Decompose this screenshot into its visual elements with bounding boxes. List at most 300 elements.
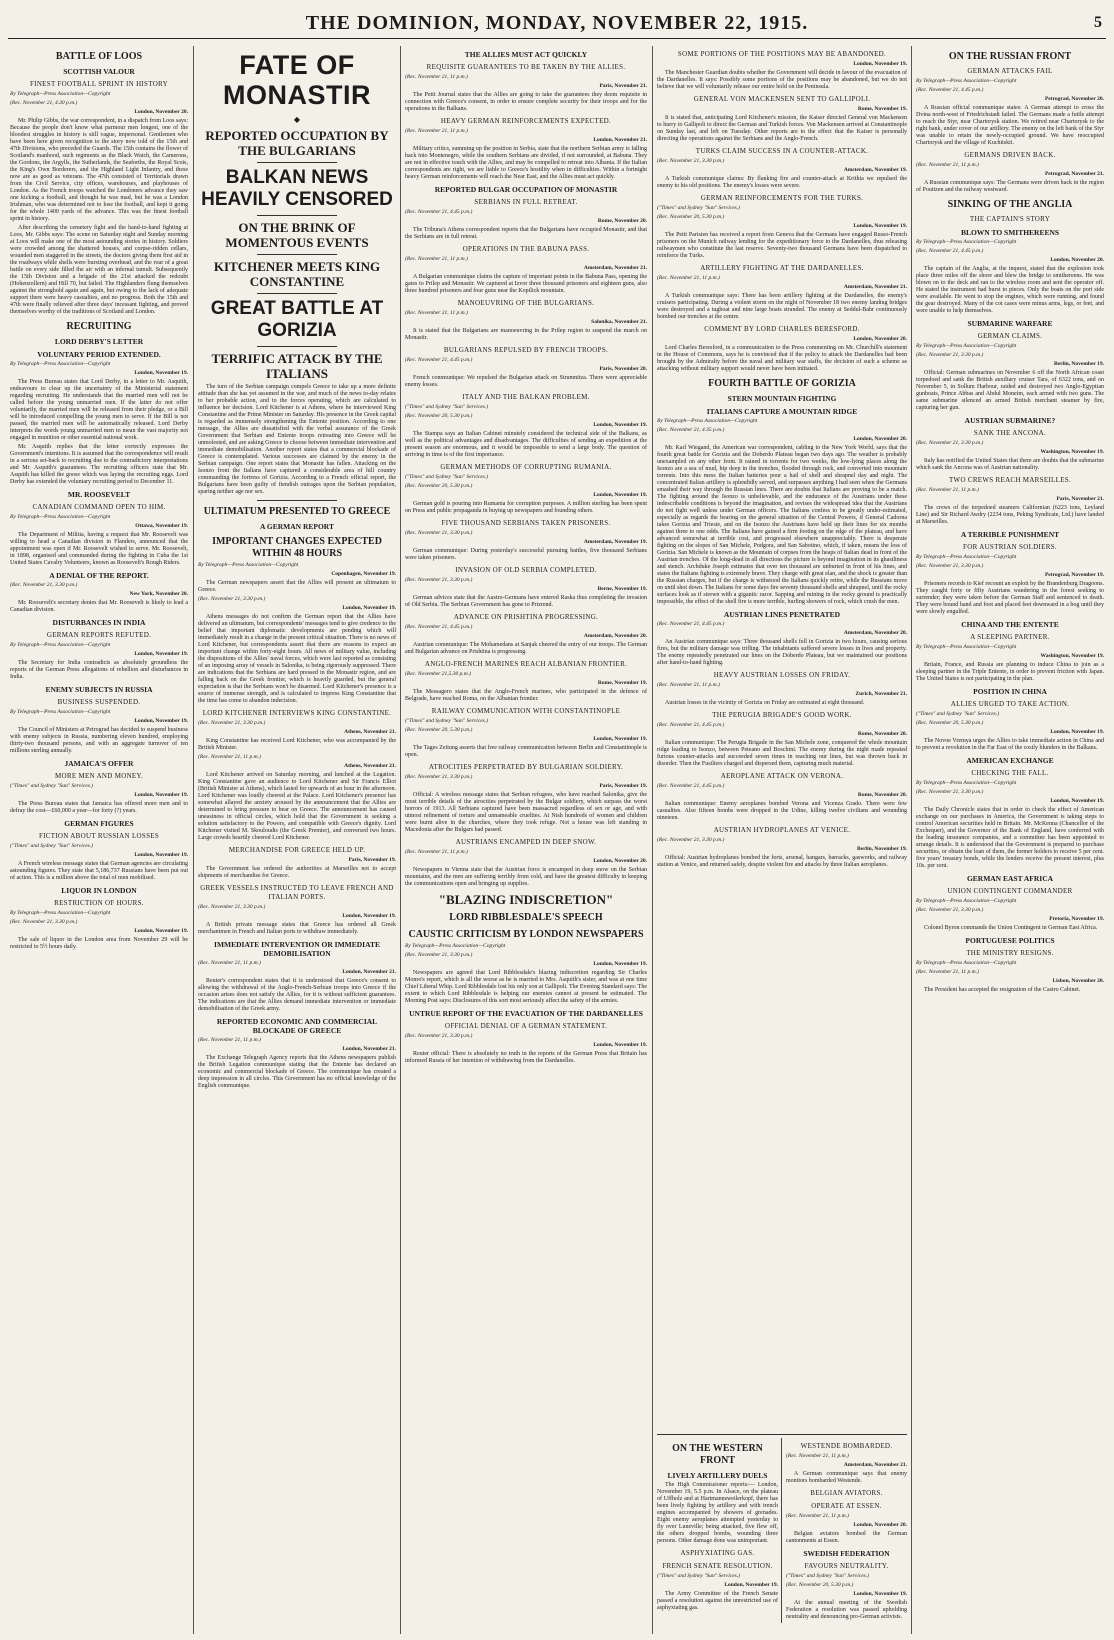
received-time: (Rec. November 21, 11 p.m.) (405, 74, 468, 80)
headline: A TERRIBLE PUNISHMENT (960, 530, 1060, 539)
article-body: Official: A wireless message states that Serbian refugees, who have reached Salonika, give the most terrible details of the atrocities perpetrated by the Bulgar soldiery, which surpass the worst horrors of 1913. All Serbians captured have been massacred regardless of sex or age, and with utmost refinement of torture and unnameable cruelties. At Nish hundreds of women and children were burnt alive in the churches, where they took refuge. Not a house was left standing in Macedonia after the Bulgars had passed. (405, 792, 647, 833)
dateline: Berne, November 19. (597, 586, 647, 592)
article-body: Belgian aviators bombed the German cantonments at Essen. (786, 1531, 907, 1544)
dateline: London, November 20. (853, 436, 907, 442)
dateline: Amsterdam, November 21. (843, 284, 907, 290)
article-body: A Russian communique says: The Germans were driven back in the region of Pouitzen and the railway westward. (916, 180, 1104, 193)
article-body: Mr. Asquith replies that the letter correctly expresses the Government's intentions. It is assumed that the correspondence will result in a serious set-back to recruiting due to the contradictory interpretations and Mr. Asquith's guarantees. The recruiting officers state that Mr. Asquith has killed the goose which was laying the recruiting eggs. Lord Derby has extended the voluntary recruiting period to December 11. (10, 444, 188, 485)
headline: GERMAN EAST AFRICA (966, 874, 1054, 883)
article-body: The Tribuna's Athens correspondent reports that the Bulgarians have occupied Monastir, and that the Serbians are in full retreat. (405, 227, 647, 240)
dateline: London, November 20. (853, 336, 907, 342)
headline: IMMEDIATE INTERVENTION OR IMMEDIATE DEMOBILISATION (214, 940, 380, 958)
credit-line: By Telegraph—Press Association—Copyright (10, 709, 111, 715)
headline: SCOTTISH VALOUR (63, 67, 135, 76)
dateline: London, November 19. (1050, 798, 1104, 804)
page-number: 5 (1094, 14, 1102, 31)
headline: SWEDISH FEDERATION (803, 1549, 890, 1558)
dateline: Washington, November 19. (1040, 449, 1104, 455)
headline: TURKS CLAIM SUCCESS IN A COUNTER-ATTACK. (695, 147, 869, 155)
received-time: (Rec. November 21, 4.45 p.m.) (405, 209, 473, 215)
article-body: It is stated that, anticipating Lord Kitchener's mission, the Kaiser directed General von Mackensen to hurry to Gallipoli to direct the German and Turkish forces. Von Mackensen arrived at Constantinople on Sunday last, and left on Tuesday. Other reports are to the effect that the Kaiser is personally directing the operations against the Serbians and the Anglo-French. (657, 115, 907, 142)
article-body: The German newspapers assert that the Allies will present an ultimatum to Greece. (198, 580, 396, 593)
received-time: (Rec. November 21, 3.30 p.m.) (198, 904, 266, 910)
article-body: Austrian communique: The Mohamedans at Sanjak cheered the entry of our troops. The German and Bulgarian advance on Prishtina is progressing. (405, 642, 647, 655)
headline: GENERAL VON MACKENSEN SENT TO GALLIPOLI. (693, 95, 871, 103)
received-time: (Rec. November 21, 11 p.m.) (405, 256, 468, 262)
received-time: (Rec. November 21, 3.30 p.m.) (916, 563, 984, 569)
credit-line: ("Times" and Sydney "Sun" Services.) (657, 1573, 741, 1579)
credit-line: By Telegraph—Press Association—Copyright (198, 562, 299, 568)
headline: TERRIFIC ATTACK BY THE ITALIANS (211, 351, 383, 381)
headline: THE CAPTAIN'S STORY (969, 215, 1051, 223)
headline: SUBMARINE WARFARE (967, 319, 1053, 328)
dateline: Petrograd, November 20. (1044, 96, 1104, 102)
dateline: Rome, November 20. (597, 218, 647, 224)
dateline: Berlin, November 19. (1053, 361, 1104, 367)
headline: UNTRUE REPORT OF THE EVACUATION OF THE DARDANELLES (409, 1009, 643, 1018)
divider (257, 215, 336, 216)
article-body: The High Commissioner reports:— London, November 19, 5.5 p.m. In Alsace, on the plateau of Uffholz and at Hartmannsweilerkopf, there has been lively fighting by artillery and with trench engines accompanied by showers of grenades. Eight enemy aeroplanes attempted yesterday to fly over Luneville; being attacked, five flew off, the others dropped bombs, wounding three persons. Other damage done was unimportant. (657, 1482, 778, 1544)
article-body: The Daily Chronicle states that in order to check the effect of American exchange on our purchases in America, the Government is taking steps to control American securities held in Britain. Mr. McKenna (Chancellor of the Exchequer), and the Governor of the Bank of England, have conferred with the leading insurance companies, and a committee has been appointed to arrange details. It is understood that the Government is prepared to purchase securities, or obtain the loan of them, the former holders to receive 5 per cent. five years' treasury bonds, while the lenders receive the present interest, plus 10s. per cent. (916, 807, 1104, 869)
headline: THE MINISTRY RESIGNS. (966, 949, 1054, 957)
received-time: (Rec. November 21, 11 p.m.) (405, 310, 468, 316)
article-body: French communique: We repulsed the Bulgarian attack on Strumnitza. There were appreciable enemy losses. (405, 375, 647, 388)
article-body: The Stampa says an Italian Cabinet minutely considered the technical side of the Balkans, as well as the political advantages and disadvantages. The difficulties of sending an expedition at the present season are enormous, and it would be impossible to send a large body. The question of arriving in time is of the first importance. (405, 431, 647, 458)
article-body: The captain of the Anglia, at the inquest, stated that the explosion took place three miles off the shore and blew the bridge to smithereens. He was blown on to the deck and ran to the wireless room and sent the operator off. He stated the instrument had burst to pieces. Only the boats on the port side were available. He went to stop the engines, which were running, and found the gear destroyed. Many of the cot cases were minus arms, legs, or feet, and were unable to help themselves. (916, 266, 1104, 314)
article-body: German advices state that the Austro-Germans have entered Raska thus completing the invasion of Old Serbia. The Serbian Government has gone to Prizrend. (405, 595, 647, 608)
masthead (8, 8, 1106, 39)
article-body: Mr. Roosevelt's secretary denies that Mr. Roosevelt is likely to lead a Canadian division. (10, 600, 188, 613)
article-body: Italian communique: Enemy aeroplanes bombed Verona and Vicenza Grado. There were few casualties. Also fifteen bombs were dropped in the Udine, killing twelve civilians and wounding nineteen. (657, 801, 907, 821)
article-body: Italy has notified the United States that there are doubts that the submarine which sank the Ancona was of Austrian nationality. (916, 458, 1104, 471)
article-body: Britain, France, and Russia are planning to induce China to join as a sleeping partner in the Triple Entente, in order to prevent friction with Japan. The United States is not participating in the plan. (916, 662, 1104, 682)
article-body: Reuter's correspondent states that it is understood that Greece's consent to allowing the withdrawal of the Anglo-French-Serbian troops into Greece if the occasion arises does not satisfy the Allies, for it is without sufficient guarantees. The indications are that the Allies demand immediate intervention or immediate demobilisation of the Greek army. (198, 978, 396, 1012)
article-body: The Tages Zeitung asserts that free railway communication between Berlin and Constantinople is open. (405, 745, 647, 758)
dateline: London, November 21. (593, 137, 647, 143)
received-time: (Rec. November 21, 11 p.m.) (405, 849, 468, 855)
dateline: Amsterdam, November 19. (583, 539, 647, 545)
dateline: Athens, November 21. (344, 729, 396, 735)
headline: AUSTRIAN HYDROPLANES AT VENICE. (713, 826, 851, 834)
received-time: (Rec. November 20, 5.30 p.m.) (786, 1582, 854, 1588)
headline: VOLUNTARY PERIOD EXTENDED. (37, 350, 161, 359)
headline: UNION CONTINGENT COMMANDER (947, 887, 1073, 895)
credit-line: By Telegraph—Press Association—Copyright (10, 514, 111, 520)
article-body: Newspapers in Vienna state that the Austrian force is encamped in deep snow on the Serbian mountains, and the men are suffering terribly from cold, and have the greatest difficulty in keeping the communications open and bringing up supplies. (405, 867, 647, 887)
received-time: (Rec. November 21, 3.30 p.m.) (10, 919, 78, 925)
article-body: A French wireless message states that German agencies are circulating astounding figures. They state that 5,186,737 Russians have been put out of action. This is a million above the total of men mobilised. (10, 861, 188, 881)
headline: GREAT BATTLE AT GORIZIA (210, 298, 384, 341)
divider (257, 293, 336, 294)
dateline: Rome, November 19. (857, 106, 907, 112)
article-body: Mr. Philip Gibbs, the war correspondent, in a dispatch from Loos says: Because the people don't know what parmour men longest, one of the bloodest struggles in history is still vague, impersonal. Gentlemen who have been here given recognition to the story now told of the 15th and 47th Divisions, who preceded the Guards. The 15th contains the flower of Scotland's manhood, such regiments as the Black Watch, the Camerons, the Gordons, the Argylls, the Sutherlands, the Seaforths, the Royal Scots, the King's Own Borderers, and the Highland Light Infantry, and these now are as good as veterans. The 47th consisted of Territorials drawn from the Civil Service, city offices, warehouses, and playhouses of London. As the French troops watched the Londoners advance they saw one kicking a football, and thought he was mad, but he was a London Irishman, who was determined not to lose the football, and kept it going for the whole 1400 yards of the advance. This was the finest football sprint in history. (10, 118, 188, 222)
article-body: A British private message states that Greece has ordered all Greek merchantmen in French and Italian ports to withdraw immediately. (198, 922, 396, 935)
credit-line: By Telegraph—Press Association—Copyright (405, 943, 506, 949)
article-body: The Petit Parisien has received a report from Geneva that the Germans have engaged Russo-French prisoners on the Munich railway lending for the expeditionary force to the Dardanelles, thus releasing railwaymen who constitute the last reserve. Seventy-two thousand Germans have been dispatched to reinforce the Turks. (657, 232, 907, 259)
headline: CAUSTIC CRITICISM BY LONDON NEWSPAPERS (408, 929, 644, 940)
credit-line: By Telegraph—Press Association—Copyright (916, 898, 1017, 904)
dateline: Copenhagen, November 19. (331, 571, 396, 577)
dateline: Washington, November 19. (1040, 653, 1104, 659)
headline: LORD KITCHENER INTERVIEWS KING CONSTANTINE. (202, 709, 392, 717)
article-body: The Government has ordered the authorities at Marseilles not to accept shipments of merchandise for Greece. (198, 866, 396, 879)
article-body: German communique: During yesterday's successful pursuing battles, five thousand Serbians were taken prisoners. (405, 548, 647, 561)
dateline: London, November 19. (593, 736, 647, 742)
dateline: Athens, November 21. (344, 763, 396, 769)
headline: FRENCH SENATE RESOLUTION. (662, 1562, 773, 1570)
received-time: (Rec. November 21, 4.35 p.m.) (657, 427, 725, 433)
received-time: (Rec. November 21, 3.30 p.m.) (405, 577, 473, 583)
headline: AUSTRIAN LINES PENETRATED (723, 610, 841, 619)
article-body: Colonel Byron commands the Union Contingent in German East Africa. (924, 925, 1098, 931)
headline: ASPHYXIATING GAS. (680, 1549, 755, 1557)
headline: ANGLO-FRENCH MARINES REACH ALBANIAN FRONTIER. (424, 660, 628, 668)
headline: GREEK VESSELS INSTRUCTED TO LEAVE FRENCH AND ITALIAN PORTS. (200, 884, 394, 901)
headline: CHINA AND THE ENTENTE (961, 620, 1059, 629)
article-body: The Exchange Telegraph Agency reports that the Athens newspapers publish the British Legation communique stating that the Entente has declared an economic and commercial blockade of Greece. The communique has created a deep impression in all circles. This Government has no official knowledge of the English communique. (198, 1055, 396, 1089)
received-time: (Rec. November 21, 3.30 p.m.) (657, 158, 725, 164)
column-2 (198, 46, 396, 1634)
dateline: Paris, November 21. (1056, 496, 1104, 502)
article-body: Mr. Karl Wiegand, the American war correspondent, cabling to the New York World, says that the fourth great battle for Gorizia and the Doberdo Plateau began two days ago. The weather is probably unexampled on any other front. It rained in torrents for two weeks, the low-lying places along the Isonzo are a sea of mud, hip deep in the trenches, flooded through rock, and converted into mountain torrents. Into this mess the Italian batteries pour a hail of shell and shrapnel day and night. The concentrated Italian artillery is splendidly served, and surpasses anything I had seen when the Germans smashed their way through the Russian lines. There are doubts that Italians are proving to be a match. The fighting around the Isonzo is unbelievable, and the endurance of the Austrians under these indescribable conditions is beyond the imagination, and revises the widespread idea that the Austrians do not fight well unless under German officers. The Italians confess to be greatly under-estimated, especially as regards the bearing on the general situation of the Central Powers, if General Cadorna takes Gorizia and Trieste, and on the Isonzo the Austrians have held up their lines for six months against three to one odds. The Italians have gained a firm footing on the edge of the plateau, and have advanced somewhat at terrible cost, and progressed elsewhere unappreciably. There is desperate fighting on the slopes of San Michele, Podgora, and San Sabotino, which, if taken, means the loss of Gorizia. San Michele is known as the Mountain of corpses from the heaps of Italian dead in front of the Austrian trenches. Of the long-dead in all directions the picture is beyond imagination in its ghastliness and stench. Archduke Joseph estimates that over ten thousand are unburied in front of his lines, and states the Italians fighting is extremely brave. They charge with great elan, and the shock is greater than the Russian charges, but if the charge is withstood the Italians quickly retire, while the Russians move on until shot down. The Italians for some days fire seventy thousand shells and shrapnel, until the rocky surfaces look as if strewn with a gigantic razor. Sapping and mining in the rocky ground is practically impossible, the effect of the shell fire is more terrible, hurling showers of rock, which crush the men. (657, 445, 907, 605)
credit-line: By Telegraph—Press Association—Copyright (916, 554, 1017, 560)
column-5 (916, 46, 1104, 1634)
received-time: (Rec. November 21, 11 p.m.) (405, 128, 468, 134)
credit-line: By Telegraph—Press Association—Copyright (10, 361, 111, 367)
article-body: Newspapers are agreed that Lord Ribblesdale's blazing indiscretion regarding Sir Charles Monro's report, which is all the worse as he is married to Mrs. Asquith's sister, and was at one time Chief Liberal Whip. Lord Ribblesdale lost his only son at Gallipoli. The Evening Standard says: The extent to which Lord Ribblesdale is helping our enemies cannot at present be estimated. The Morning Post says: Disclosures of this sort most seriously affect the safety of the armies. (405, 970, 647, 1004)
dateline: London, November 21. (342, 1046, 396, 1052)
dateline: Petrograd, November 21. (1044, 171, 1104, 177)
dateline: Salonika, November 21. (591, 319, 647, 325)
headline: LORD RIBBLESDALE'S SPEECH (449, 912, 603, 923)
dateline: London, November 21. (342, 969, 396, 975)
headline: GERMANS DRIVEN BACK. (964, 151, 1056, 159)
dateline: London, November 19. (342, 913, 396, 919)
dateline: Paris, November 19. (599, 783, 647, 789)
headline: "BLAZING INDISCRETION" (438, 892, 614, 907)
dateline: London, November 19. (853, 61, 907, 67)
received-time: (Rec. November 21, 3.30 p.m.) (198, 720, 266, 726)
headline: ARTILLERY FIGHTING AT THE DARDANELLES. (700, 264, 864, 272)
dateline: Amsterdam, November 21. (583, 265, 647, 271)
article-body: The President has accepted the resignation of the Castro Cabinet. (924, 987, 1081, 993)
column-1 (10, 46, 188, 1634)
article-body: After describing the cemetery fight and the hand-to-hand fighting at Loos, Mr. Gibbs says: The scene on Saturday night and Sunday morning at Loos will make one of the most astounding stories in history. Soldiers were crowded among the shattered houses, and corpse-ridden cellars, wounded men staggered in the streets, the doctors giving them first aid in the roadways while shells were bursting overhead, and the roar of a great battle on every side filled the air with an infernal tumult. Subsequently the 15th Division and a brigade of the 21st attacked the redoubt (Hohenzollern) and Hill 70, but failed. The Highlanders flung themselves against the stronghold again and again, but owing to the lack of adequate support there were heavy casualties, and no progress. Both the 15th and 47th were finally relieved after three days' incessant fighting, and proved themselves worthy of the traditions of Scotland and London. (10, 225, 188, 315)
received-time: (Rec. November 21, 3.30 p.m.) (916, 789, 984, 795)
dateline: London, November 19. (593, 1042, 647, 1048)
headline: REPORTED OCCUPATION BY THE BULGARIANS (205, 128, 389, 158)
headline: IMPORTANT CHANGES EXPECTED WITHIN 48 HOURS (212, 536, 382, 559)
headline: BELGIAN AVIATORS. (810, 1489, 883, 1497)
credit-line: ("Times" and Sydney "Sun" Services.) (916, 711, 1000, 717)
headline: ON THE BRINK OF MOMENTOUS EVENTS (225, 220, 369, 250)
received-time: (Rec. November 21, 4.45 p.m.) (657, 621, 725, 627)
article-body: King Constantine has received Lord Kitchener, who was accompanied by the British Minister. (198, 738, 396, 751)
headline: GERMAN CLAIMS. (977, 332, 1043, 340)
dateline: Lisbon, November 20. (1052, 978, 1104, 984)
received-time: (Rec. November 21, 3.30 p.m.) (405, 530, 473, 536)
headline: FINEST FOOTBALL SPRINT IN HISTORY (30, 80, 168, 88)
headline: DISTURBANCES IN INDIA (52, 618, 146, 627)
dateline: London, November 20. (853, 1522, 907, 1528)
dateline: Petrograd, November 19. (1044, 572, 1104, 578)
column-rule (400, 46, 401, 1634)
headline: REPORTED BULGAR OCCUPATION OF MONASTIR (434, 185, 618, 194)
headline: SOME PORTIONS OF THE POSITIONS MAY BE ABANDONED. (677, 50, 887, 58)
credit-line: By Telegraph—Press Association—Copyright (916, 343, 1017, 349)
article-body: The Department of Militia, having a request that Mr. Roosevelt was willing to head a Canadian division in Flanders, announced that the appointment was open if Mr. Roosevelt wished to serve. Mr. Roosevelt, in 1898, organised and commanded during the fighting in Cuba the 1st United States Cavalry Volunteers, known as Roosevelt's Rough Riders. (10, 532, 188, 566)
article-body: German gold is pouring into Rumania for corruption purposes. A million sterling has been spent on Press and public propaganda in buying up newspapers and founding others. (405, 501, 647, 514)
divider (257, 162, 336, 163)
column-rule (911, 46, 912, 1634)
received-time: (Rec. November 21, 11 p.m.) (657, 682, 720, 688)
headline: LIQUOR IN LONDON (61, 886, 137, 895)
article-body: The Secretary for India contradicts as absolutely groundless the reports of the German Press allegations of rebellion and disturbances in India. (10, 660, 188, 680)
article-body: The Messagero states that the Anglo-French marines, who participated in the defence of Belgrade, have reached Roma, on the Albanian frontier. (405, 689, 647, 702)
dateline: New York, November 20. (129, 591, 188, 597)
headline: A SLEEPING PARTNER. (970, 633, 1050, 641)
credit-line: By Telegraph—Press Association—Copyright (10, 91, 111, 97)
received-time: (Rec. November 20, 5.30 p.m.) (405, 483, 473, 489)
article-body: Austrian losses in the vicinity of Gorizia on Friday are estimated at eight thousand. (665, 700, 865, 706)
headline: CHECKING THE FALL. (971, 769, 1049, 777)
headline: AUSTRIANS ENCAMPED IN DEEP SNOW. (455, 838, 597, 846)
article-body: The Council of Ministers at Petrograd has decided to suspend business with enemy subjects in Russia, numbering eleven hundred, employing thirty-two thousand persons, and with an aggregate turnover of ten millions sterling annually. (10, 727, 188, 754)
headline: GERMAN METHODS OF CORRUPTING RUMANIA. (440, 463, 612, 471)
received-time: (Rec. November 21, 3.30 p.m.) (405, 1033, 473, 1039)
article-body: The Manchester Guardian doubts whether the Government will decide in favour of the evacuation of the Dardanelles. It says: Possibly some portions of the positions may be abandoned, but we do not believe that we will voluntarily release our entire hold on the Peninsula. (657, 70, 907, 90)
article-body: The crews of the torpedoed steamers Californian (6223 tons, Leyland Line) and Sir Richard Awdry (2234 tons, Peking Syndicate, Ltd.) have landed at Marseilles. (916, 505, 1104, 525)
received-time: (Rec. November 20, 5.30 p.m.) (405, 413, 473, 419)
headline: OPERATE AT ESSEN. (811, 1502, 882, 1510)
headline: ALLIES URGED TO TAKE ACTION. (950, 700, 1070, 708)
headline: ITALIANS CAPTURE A MOUNTAIN RIDGE (706, 407, 858, 416)
dateline: London, November 19. (593, 492, 647, 498)
headline: RECRUITING (66, 321, 132, 332)
headline: SANK THE ANCONA. (973, 429, 1047, 437)
article-body: Prisoners records to Kief recount an exploit by the Brandenburg Dragoons. They caught forty or fifty Austrians wandering in the forest seeking to surrender; they were taken before the German Staff and sentenced to death. They were bound hand and foot and placed feet downward in a bog until they were slowly engulfed. (916, 581, 1104, 615)
headline: FOURTH BATTLE OF GORIZIA (708, 378, 856, 389)
dateline: Paris, November 21. (599, 83, 647, 89)
article-body: The Petit Journal states that the Allies are going to take the guarantees they deem requisite in connection with Greece's consent, in order to ensure complete security for their troops and for the operations in the Balkans. (405, 92, 647, 112)
article-body: The Press Bureau states that Lord Derby, in a letter to Mr. Asquith, endeavours to clear up the uncertainty of the Ministerial statement regarding recruiting. He understands that the married men will not be called before the young unmarried men. If the latter do not offer voluntarily, the married men will be released from their pledge, or a Bill will be introduced compelling the young men to serve. If the Bill is not passed, the married men will be automatically released. Lord Derby interprets the words young unmarried men to mean the vast majority not engaged in munition or other essential national work. (10, 379, 188, 441)
headline: BALKAN NEWS HEAVILY CENSORED (201, 167, 393, 210)
headline: GERMAN REINFORCEMENTS FOR THE TURKS. (700, 194, 864, 202)
dateline: Amsterdam, November 21. (843, 1462, 907, 1468)
ornament-divider: ◆ (293, 115, 301, 124)
dateline: Pretoria, November 19. (1049, 916, 1104, 922)
received-time: (Rec. November 20, 5.30 p.m.) (657, 214, 725, 220)
article-body: Lord Charles Beresford, in a communication to the Press commenting on Mr. Churchill's statement in the House of Commons, says he is convinced that if the policy to attack the Dardanelles had been brought by the Admiralty before the naval and military war staffs, the decision of such a scheme as attacking without military support would never have been initiated. (657, 345, 907, 372)
article-body: A German communique says that enemy monitors bombarded Westende. (786, 1471, 907, 1484)
dateline: London, November 19. (134, 928, 188, 934)
dateline: Berlin, November 19. (856, 846, 907, 852)
column-4-bottom (657, 1434, 907, 1634)
credit-line: By Telegraph—Press Association—Copyright (916, 780, 1017, 786)
dateline: London, November 19. (724, 1582, 778, 1588)
divider (257, 254, 336, 255)
column-rule (193, 46, 194, 1634)
credit-line: ("Times" and Sydney "Sun" Services.) (10, 783, 94, 789)
masthead-title: THE DOMINION, MONDAY, NOVEMBER 22, 1915. (305, 11, 809, 34)
headline: ON THE RUSSIAN FRONT (948, 51, 1072, 62)
headline: HEAVY AUSTRIAN LOSSES ON FRIDAY. (713, 671, 851, 679)
dateline: London, November 19. (134, 651, 188, 657)
headline: ITALY AND THE BALKAN PROBLEM. (462, 393, 590, 401)
dateline: London, November 19. (1050, 729, 1104, 735)
column-3 (405, 46, 647, 1634)
received-time: (Rec. November 21, 11 p.m.) (198, 960, 261, 966)
article-body: Athens messages do not confirm the German report that the Allies have delivered an ultimatum, but correspondents' messages tend to give credence to the belief that important diplomatic developments are pending which will immediately result in a change in the present critical situation. There is no news of Lord Kitchener, but correspondents assert that there are reasons to expect an important change within forty-eight hours. All news of military value, including the dispositions of the Allies' naval forces, which were last reported as consisting of an imposing array of vessels in Salonika, is being rigorously suppressed. There are indications that the Serbians are hard pressed in the Monastir region, and are falling back on the Greek frontier, which is heavily guarded, but the general expectation is that the Serbians won't be disarmed. Lord Kitchener's presence is a source of immense strength, and is calculated to impress King Constantine that the time has come to abandon indecision. (198, 614, 396, 704)
column-rule (652, 46, 653, 1634)
received-time: (Rec. November 21, 3.30 p.m.) (916, 440, 984, 446)
article-body: Lord Kitchener arrived on Saturday morning, and lunched at the Legation. King Constantine gave an audience to Lord Kitchener and Sir Francis Elliot (British Minister at Athens), which lasted for upwards of an hour in the afternoon. Lord Kitchener was loudly cheered at the Palace. Lord Kitchener's presence has somewhat allayed the anxiety aroused by the announcement that the Allies are determined to bring pressure to bear on Greece. The announcement has caused uneasiness in official circles, which hold that the Government is seeking a solution satisfactory to the Powers, and compatible with Greece's dignity. Lord Kitchener visited M. Skouloudis (the Greek Premier), and conversed two hours. Large crowds heartily cheered Lord Kitchener. (198, 772, 396, 841)
dateline: Zurich, November 21. (855, 691, 907, 697)
headline: OPERATIONS IN THE BABUNA PASS. (462, 245, 590, 253)
credit-line: By Telegraph—Press Association—Copyright (916, 78, 1017, 84)
headline: INVASION OF OLD SERBIA COMPLETED. (455, 566, 597, 574)
headline: A GERMAN REPORT (260, 522, 334, 531)
article-body: A Turkish communique says: There has been artillery fighting at the Dardanelles, the enemy's cruisers participating. During a violent storm on the night of November 18 two enemy landing bridges were destroyed and a tugboat and nine large boats stranded. The enemy at Seddul-Bahr continuously bombed our trenches at the centre. (657, 293, 907, 320)
headline: THE ALLIES MUST ACT QUICKLY (464, 50, 588, 59)
headline: GERMAN ATTACKS FAIL (967, 67, 1053, 75)
column-4 (657, 46, 907, 1430)
dateline: London, November 20. (1050, 257, 1104, 263)
dateline: Amsterdam, November 20. (583, 633, 647, 639)
headline: ATROCITIES PERPETRATED BY BULGARIAN SOLDIERY. (428, 763, 624, 771)
headline: CANADIAN COMMAND OPEN TO HIM. (32, 503, 166, 511)
dateline: London, November 19. (134, 718, 188, 724)
article-body: At the annual meeting of the Swedish Federation a resolution was passed upholding neutrality and denouncing pro-German activists. (786, 1600, 907, 1620)
headline: MORE MEN AND MONEY. (54, 772, 144, 780)
headline: MERCHANDISE FOR GREECE HELD UP. (228, 846, 366, 854)
dateline: London, November 19. (134, 792, 188, 798)
headline: GERMAN REPORTS REFUTED. (46, 631, 152, 639)
divider (257, 346, 336, 347)
headline: COMMENT BY LORD CHARLES BERESFORD. (704, 325, 860, 333)
received-time: (Rec. November 21, 4.45 p.m.) (405, 357, 473, 363)
headline: ON THE WESTERN FRONT (672, 1443, 763, 1466)
article-body: The Army Committee of the French Senate passed a resolution against the unrestricted use of asphyxiating gas. (657, 1591, 778, 1611)
headline: ULTIMATUM PRESENTED TO GREECE (203, 506, 391, 517)
credit-line: By Telegraph—Press Association—Copyright (916, 239, 1017, 245)
western-front-box (657, 1438, 782, 1623)
dateline: London, November 19. (134, 852, 188, 858)
headline: BLOWN TO SMITHEREENS (960, 228, 1060, 237)
article-body: Official: Austrian hydroplanes bombed the forts, arsenal, hangars, barracks, gasworks, and railway station at Venice, and returned safely, despite violent fire and attacks by three Italian aeroplanes. (657, 855, 907, 868)
headline: BATTLE OF LOOS (55, 51, 143, 62)
headline: ENEMY SUBJECTS IN RUSSIA (45, 685, 153, 694)
dateline: London, November 19. (853, 223, 907, 229)
article-body: It is stated that the Bulgarians are manoeuvring in the Prilep region to suspend the march on Monastir. (405, 328, 647, 341)
article-body: A Russian official communique states: A German attempt to cross the Dvina north-west of Friedrichstadt failed. The Germans made a futile attempt to reach the Styr, near Chartorysk station. We retired near Chartorysk to the right bank, under cover of our artillery. The enemy on the left bank of the Styr was unable to retain the newly-occupied ground. We have reoccupied Chartorysk and the village of Kuchitskii. (916, 105, 1104, 146)
article-body: A Turkish communique claims: By flanking fire and counter-attack at Krithia we repulsed the enemy to his old positions. The enemy's losses were severe. (657, 176, 907, 189)
credit-line: By Telegraph—Press Association—Copyright (916, 644, 1017, 650)
headline: BUSINESS SUSPENDED. (57, 698, 141, 706)
headline: LORD DERBY'S LETTER (54, 337, 144, 346)
article-body: Italian communique: The Perugia Brigade in the San Michele zone, conquered the whole mountain ridge leading to Isonzo, between Peteano and Boschini. The enemy during the night made repeated furious counter-attacks and succeeded seven times in reaching our lines, but was thrown back in disorder. Then the Fusiliers charged and dispersed them, capturing much material. (657, 740, 907, 767)
headline: FAVOURS NEUTRALITY. (804, 1562, 889, 1570)
dateline: London, November 19. (593, 961, 647, 967)
received-time: (Rec. November 21, 4.45 p.m.) (657, 722, 725, 728)
article-body: An Austrian communique says: Three thousand shells fell in Gorizia in two hours, causing serious fires, but the military damage was trifling. The inhabitants suffered severe losses in lives and property. The enemy repeatedly penetrated our lines on the Doberdo Plateau, but we maintained our positions after hand-to-hand fighting. (657, 639, 907, 666)
received-time: (Rec. November 21, 3.30 p.m.) (657, 837, 725, 843)
received-time: (Rec. November 21, 3.30 p.m.) (916, 352, 984, 358)
article-body: The sale of liquor in the London area from November 29 will be restricted to 5½ hours daily. (10, 937, 188, 950)
headline: MANOEUVRING OF THE BULGARIANS. (457, 299, 595, 307)
received-time: (Rec. November 21, 3.30 p.m.) (405, 774, 473, 780)
headline: AUSTRIAN SUBMARINE? (964, 416, 1056, 425)
dateline: Rome, November 19. (597, 680, 647, 686)
dateline: London, November 19. (342, 605, 396, 611)
credit-line: ("Times" and Sydney "Sun" Services.) (405, 474, 489, 480)
credit-line: By Telegraph—Press Association—Copyright (916, 960, 1017, 966)
dateline: London, November 19. (593, 422, 647, 428)
credit-line: By Telegraph—Press Association—Copyright (657, 418, 758, 424)
credit-line: ("Times" and Sydney "Sun" Services.) (405, 718, 489, 724)
article-body: Official: German submarines on November 6 off the North African coast torpedoed and sank the British auxiliary cruiser Tara, of 6322 tons, and on November 5, in Sollum Harbour, raided and destroyed two Anglo-Egyptian gunboats, Prince Abbas and Abdul Moneim, each armed with two guns. The same submarine silenced an armed British merchant steamer by fire, capturing her gun. (916, 370, 1104, 411)
dateline: London, November 20. (134, 109, 188, 115)
headline: A DENIAL OF THE REPORT. (49, 571, 149, 580)
headline: JAMAICA'S OFFER (64, 759, 134, 768)
received-time: (Rec. November 21, 11 p.m.) (916, 162, 979, 168)
dateline: London, November 19. (134, 370, 188, 376)
dateline: London, November 19. (853, 1591, 907, 1597)
received-time: (Rec. November 21, 11 p.m.) (786, 1453, 849, 1459)
headline: BULGARIANS REPULSED BY FRENCH TROOPS. (443, 346, 609, 354)
westende-box (786, 1438, 907, 1623)
headline: REPORTED ECONOMIC AND COMMERCIAL BLOCKADE OF GREECE (216, 1017, 378, 1035)
received-time: (Rec. November 21, 4.45 p.m.) (916, 248, 984, 254)
received-time: (Rec. November 21, 4.45 p.m.) (657, 783, 725, 789)
headline: SINKING OF THE ANGLIA (947, 199, 1073, 210)
received-time: (Rec. November 21, 11 p.m.) (198, 754, 261, 760)
article-body: The Novoe Vremya urges the Allies to take immediate action in China and to prevent a revolution in the Far East of the costly blunders in the Balkans. (916, 738, 1104, 751)
dateline: Rome, November 20. (857, 731, 907, 737)
headline: PORTUGUESE POLITICS (965, 936, 1055, 945)
credit-line: ("Times" and Sydney "Sun" Services.) (657, 205, 741, 211)
headline: FIVE THOUSAND SERBIANS TAKEN PRISONERS. (441, 519, 611, 527)
credit-line: ("Times" and Sydney "Sun" Services.) (10, 843, 94, 849)
received-time: (Rec. November 21, 11 p.m.) (657, 275, 720, 281)
headline: FOR AUSTRIAN SOLDIERS. (963, 543, 1057, 551)
credit-line: ("Times" and Sydney "Sun" Services.) (786, 1573, 870, 1579)
received-time: (Rec. November 21, 11 p.m.) (786, 1513, 849, 1519)
headline: FATE OF MONASTIR (223, 50, 371, 110)
received-time: (Rec. November 21, 3.30 p.m.) (198, 596, 266, 602)
headline: REQUISITE GUARANTEES TO BE TAKEN BY THE ALLIES. (426, 63, 626, 71)
received-time: (Rec. November 21, 11 p.m.) (198, 1037, 261, 1043)
received-time: (Rec. November 21, 4.45 p.m.) (405, 624, 473, 630)
headline: THE PERUGIA BRIGADE'S GOOD WORK. (712, 711, 852, 719)
dateline: Rome, November 20. (857, 792, 907, 798)
article-body: The Press Bureau states that Jamaica has offered more men and to defray the cost—£60,000 a year—for forty (?) years. (10, 801, 188, 814)
received-time: (Rec. November 21, 11 p.m.) (916, 487, 979, 493)
credit-line: By Telegraph—Press Association—Copyright (10, 910, 111, 916)
received-time: (Rec. November 20, 5.30 p.m.) (405, 727, 473, 733)
headline: TWO CREWS REACH MARSEILLES. (948, 476, 1072, 484)
headline: FICTION ABOUT RUSSIAN LOSSES (38, 832, 160, 840)
dateline: London, November 20. (593, 858, 647, 864)
headline: WESTENDE BOMBARDED. (800, 1442, 893, 1450)
headline: RAILWAY COMMUNICATION WITH CONSTANTINOPLE (431, 707, 621, 715)
credit-line: By Telegraph—Press Association—Copyright (10, 642, 111, 648)
received-time: (Rec. November 20, 5.30 p.m.) (916, 720, 984, 726)
received-time: (Rec. November 21, 3.30 p.m.) (916, 907, 984, 913)
headline: AEROPLANE ATTACK ON VERONA. (720, 772, 844, 780)
dateline: Paris, November 20. (599, 366, 647, 372)
received-time: (Rec. November 21,5.30 p.m.) (405, 671, 471, 677)
